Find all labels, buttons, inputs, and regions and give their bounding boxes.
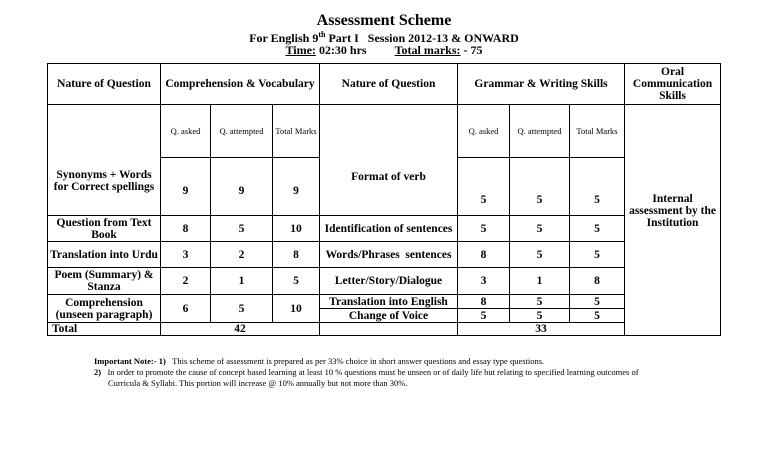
sub-total-marks-left: Total Marks: [273, 105, 320, 158]
subheader-row: [48, 105, 721, 158]
right-row-0-asked: 5: [458, 158, 510, 216]
data-row-4: [48, 295, 721, 309]
left-row-2-attempted: 2: [211, 242, 273, 268]
header-nature-right: Nature of Question: [320, 64, 458, 105]
right-row-3-asked: 3: [458, 268, 510, 295]
assessment-table: [47, 63, 721, 336]
sub-q-attempted-left: Q. attempted: [211, 105, 273, 158]
left-row-0-attempted: 9: [211, 158, 273, 216]
total-label: Total: [48, 323, 161, 336]
total-marks-value: - 75: [460, 43, 483, 57]
header-oral: Oral Communication Skills: [625, 64, 721, 105]
subtitle-suffix: Part I Session 2012-13 & ONWARD: [325, 31, 519, 45]
right-row-4-total: 5: [570, 295, 625, 309]
note-2: [94, 367, 714, 378]
right-row-3-total: 8: [570, 268, 625, 295]
left-row-4-name: Comprehension (unseen paragraph): [48, 295, 161, 323]
right-row-2-total: 5: [570, 242, 625, 268]
total-row: [48, 323, 721, 336]
left-row-1-attempted: 5: [211, 216, 273, 242]
right-row-1-name: Identification of sentences: [320, 216, 458, 242]
right-row-0-name: Format of verb: [320, 105, 458, 216]
left-row-1-name: Question from Text Book: [48, 216, 161, 242]
left-row-2-asked: 3: [161, 242, 211, 268]
right-row-5-asked: 5: [458, 309, 510, 323]
left-row-3-attempted: 1: [211, 268, 273, 295]
left-row-0-asked: 9: [161, 158, 211, 216]
note-2-text: In order to promote the cause of concept based learning at least 10 % questions must be unseen or of daily life but relating to specified learning outcomes of: [107, 367, 639, 377]
right-row-2-attempted: 5: [510, 242, 570, 268]
right-row-3-name: Letter/Story/Dialogue: [320, 268, 458, 295]
page-title: Assessment Scheme: [316, 12, 452, 29]
left-row-0-name: Synonyms + Words for Correct spellings: [48, 105, 161, 216]
sub-q-asked-left: Q. asked: [161, 105, 211, 158]
right-row-5-total: 5: [570, 309, 625, 323]
left-row-3-total: 5: [273, 268, 320, 295]
subtitle-prefix: For English 9: [249, 31, 319, 45]
subtitle-sup: th: [318, 30, 326, 39]
header-comp-vocab: Comprehension & Vocabulary: [161, 64, 320, 105]
header-row: [48, 64, 721, 105]
right-row-2-name: Words/Phrases sentences: [320, 242, 458, 268]
total-empty: [320, 323, 458, 336]
sub-q-asked-right: Q. asked: [458, 105, 510, 158]
left-row-3-asked: 2: [161, 268, 211, 295]
time-value: 02:30 hrs: [315, 43, 367, 57]
left-row-4-asked: 6: [161, 295, 211, 323]
left-row-2-name: Translation into Urdu: [48, 242, 161, 268]
left-row-1-asked: 8: [161, 216, 211, 242]
right-row-5-name: Change of Voice: [320, 309, 458, 323]
right-row-5-attempted: 5: [510, 309, 570, 323]
right-row-4-attempted: 5: [510, 295, 570, 309]
left-row-3-name: Poem (Summary) & Stanza: [48, 268, 161, 295]
note-1-num: 1): [158, 356, 166, 366]
data-row-3: [48, 268, 721, 295]
right-row-1-asked: 5: [458, 216, 510, 242]
time-label: Time:: [285, 43, 316, 57]
left-row-1-total: 10: [273, 216, 320, 242]
time-line: [0, 43, 768, 58]
total-marks-label: Total marks:: [394, 43, 461, 57]
sub-q-attempted-right: Q. attempted: [510, 105, 570, 158]
note-label: Important Note:-: [94, 356, 157, 366]
right-row-1-total: 5: [570, 216, 625, 242]
data-row-2: [48, 242, 721, 268]
left-row-2-total: 8: [273, 242, 320, 268]
note-2-num: 2): [94, 367, 102, 377]
left-row-0-total: 9: [273, 158, 320, 216]
important-notes: [94, 356, 714, 389]
left-row-4-attempted: 5: [211, 295, 273, 323]
sub-total-marks-right: Total Marks: [570, 105, 625, 158]
left-row-4-total: 10: [273, 295, 320, 323]
right-row-2-asked: 8: [458, 242, 510, 268]
header-grammar: Grammar & Writing Skills: [458, 64, 625, 105]
right-row-3-attempted: 1: [510, 268, 570, 295]
right-row-0-attempted: 5: [510, 158, 570, 216]
note-1: [94, 356, 714, 367]
note-2-continued: Curricula & Syllabi. This portion will increase @ 10% annually but not more than 30%.: [108, 378, 408, 388]
note-1-text: This scheme of assessment is prepared as per 33% choice in short answer questions and essay type questions.: [172, 356, 545, 366]
header-nature-left: Nature of Question: [48, 64, 161, 105]
total-left-value: 42: [161, 323, 320, 336]
total-right-value: 33: [458, 323, 625, 336]
data-row-1: [48, 216, 721, 242]
right-row-1-attempted: 5: [510, 216, 570, 242]
right-row-4-name: Translation into English: [320, 295, 458, 309]
right-row-0-total: 5: [570, 158, 625, 216]
oral-assessment: Internal assessment by the Institution: [625, 105, 721, 336]
right-row-4-asked: 8: [458, 295, 510, 309]
